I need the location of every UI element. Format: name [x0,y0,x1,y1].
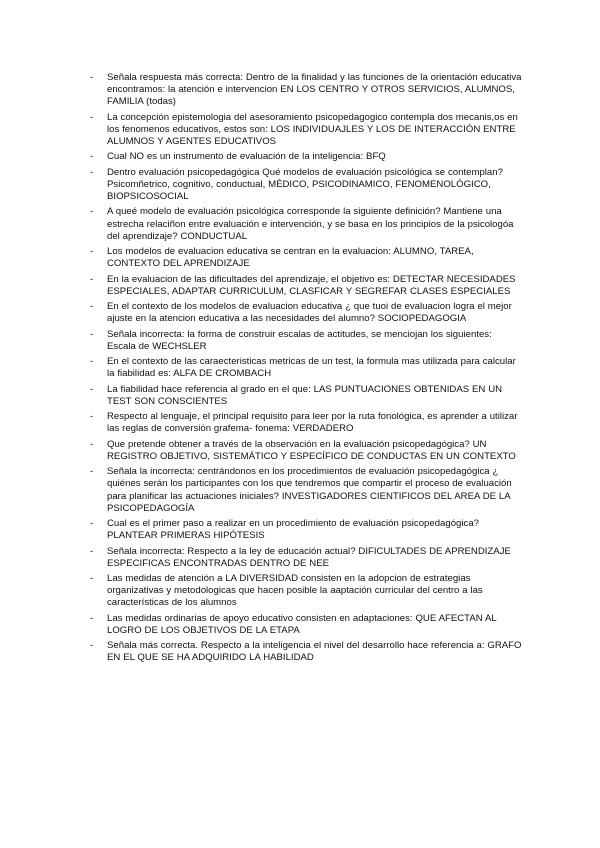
list-item-text: Las medidas de atención a LA DIVERSIDAD consisten en la adopcion de estrategias organizativas y metodologicas que hacen posible la aaptación curricular del centro a las características de los alumnos [107,573,483,609]
list-item-text: Que pretende obtener a través de la observación en la evaluación psicopedagógica? UN REGISTRO OBJETIVO, SISTEMÁTICO Y ESPECÍFICO DE CONDUCTAS EN UN CONTEXTO [107,438,516,462]
list-item-text: Dentro evaluación psicopedagógica Qué modelos de evaluación psicológica se contemplan? Psicomñetrico, cognitivo, conductual, MÉDICO, PSICODINAMICO, FENOMENOLÓGICO, BIOPSICOSOCIAL [107,166,503,203]
list-item [90,411,522,435]
bullet-dash: - [90,166,94,178]
list-item [90,573,522,610]
bullet-dash: - [90,72,94,83]
list-item-text: Señala incorrecta: Respecto a la ley de educación actual? DIFICULTADES DE APRENDIZAJE ESPECIFICAS ENCONTRADAS DENTRO DE NEE [107,545,511,569]
bullet-dash: - [90,612,94,624]
bullet-dash: - [90,518,94,530]
list-item-text: Los modelos de evaluacion educativa se centran en la evaluacion: ALUMNO, TAREA, CONTEXTO DEL APRENDIZAJE [107,246,474,270]
list-item [90,206,522,243]
list-item [90,640,522,664]
bullet-dash: - [90,273,94,285]
list-item-text: Señala más correcta. Respecto a la inteligencia el nivel del desarrollo hace referencia a: GRAFO EN EL QUE SE HA ADQUIRIDO LA HABILIDAD [107,640,522,664]
bullet-dash: - [90,438,94,450]
list-item [90,246,522,270]
bullet-dash: - [90,545,94,557]
bullet-dash: - [90,206,94,218]
list-item-text: La fiabilidad hace referencia al grado en el que: LAS PUNTUACIONES OBTENIDAS EN UN TEST SON CONSCIENTES [107,383,503,407]
list-item [90,356,522,380]
list-item-text: En la evaluacion de las dificultades del aprendizaje, el objetivo es: DETECTAR NECESIDADES ESPECIALES, ADAPTAR CURRICULUM, CLASFICAR Y SEGREFAR CLASES ESPECIALES [107,273,516,297]
list-item-text: En el contexto de las caraecteristicas metricas de un test, la formula mas utilizada para calcular la fiabilidad es: ALFA DE CROMBACH [107,356,516,380]
bullet-dash: - [90,328,94,340]
list-item [90,274,522,298]
list-item-text: Las medidas ordinarias de apoyo educativo consisten en adaptaciones: QUE AFECTAN AL LOGRO DE LOS OBJETIVOS DE LA ETAPA [107,612,497,636]
list-item-text: Respecto al lenguaje, el principal requisito para leer por la ruta fonológica, es aprender a utilizar las reglas de conversión grafema- fonema: VERDADERO [107,411,518,435]
bullet-dash: - [90,573,94,585]
list-item [90,384,522,408]
list-item [90,518,522,542]
list-item [90,301,522,325]
list-item-text: Cual NO es un instrumento de evaluación de la inteligencia: BFQ [107,151,386,163]
bullet-dash: - [90,356,94,368]
bullet-dash: - [90,301,94,313]
list-item [90,151,522,163]
list-item [90,466,522,515]
list-item [90,546,522,570]
bullet-dash: - [90,411,94,423]
list-item-text: Cual es el primer paso a realizar en un procedimiento de evaluación psicopedagógica? PLANTEAR PRIMERAS HIPÓTESIS [107,518,479,542]
bullet-dash: - [90,111,94,123]
list-item [90,613,522,637]
list-item-text: En el contexto de los modelos de evaluacion educativa ¿ que tuoi de evaluacion logra el mejor ajuste en la atencion educativa a las necesidades del alumno? SOCIOPEDAGOGIA [107,301,512,325]
list-item-text: Señala respuesta más correcta: Dentro de la finalidad y las funciones de la orientación educativa encontramos: la atención e intervencion EN LOS CENTRO Y OTROS SERVICIOS, ALUMNOS, FAMILIA (todas) [107,72,522,108]
list-item [90,329,522,353]
list-item-text: A queé modelo de evaluación psicológica corresponde la siguiente definición? Mantiene una estrecha relaciñon entre evaluación e intervención, y se basa en los principios de la psicologóa del aprendizaje? CONDUCTUAL [107,206,514,242]
list-item-text: Señala la incorrecta: centrándonos en los procedimientos de evaluación psicopedagógica ¿ quiénes serán los participantes con los que tendremos que compartir el proceso de evaluación para planificar las actuaciones iniciales? INVESTIGADORES CIENTIFICOS DEL AREA DE LA PSICOPEDAGOGÍA [107,466,512,514]
bullet-dash: - [90,383,94,395]
list-item [90,112,522,149]
list-item [90,72,522,109]
bullet-dash: - [90,466,94,478]
question-answer-list [90,72,522,668]
bullet-dash: - [90,151,94,163]
bullet-dash: - [90,640,94,652]
list-item [90,439,522,463]
list-item-text: Señala incorrecta: la forma de construir escalas de actitudes, se menciojan los siguientes: Escala de WECHSLER [107,328,492,352]
bullet-dash: - [90,246,94,258]
list-item [90,167,522,204]
list-item-text: La concepción epistemologia del asesoramiento psicopedagogico contempla dos mecanis,os en los fenomenos educativos, estos son: LOS INDIVIDUAJLES Y LOS DE INTERACCIÓN ENTRE ALUMNOS Y AGENTES EDUCATIVOS [107,111,518,148]
